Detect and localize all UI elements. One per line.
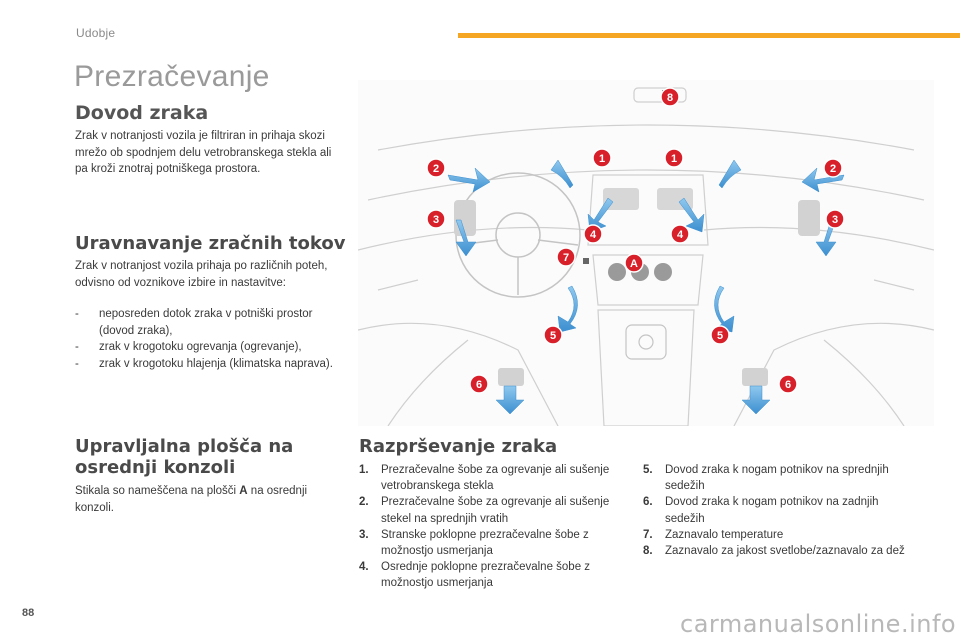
ventilation-diagram bbox=[358, 80, 934, 426]
list-item bbox=[75, 356, 337, 373]
list-item bbox=[643, 527, 905, 543]
temperature-sensor bbox=[583, 258, 589, 264]
watermark: carmanualsonline.info bbox=[680, 610, 957, 638]
badge-5-left bbox=[544, 326, 562, 344]
airflow-heading: Uravnavanje zračnih tokov bbox=[75, 233, 346, 254]
list-item bbox=[359, 527, 611, 559]
airflow-list bbox=[75, 306, 337, 372]
list-number: 2. bbox=[359, 496, 369, 509]
air-intake-heading: Dovod zraka bbox=[75, 102, 209, 124]
list-dash: - bbox=[75, 357, 79, 370]
list-item-text: Stranske poklopne prezračevalne šobe z možnostjo usmerjanja bbox=[381, 528, 589, 558]
list-item-text: Zaznavalo temperature bbox=[665, 528, 784, 541]
list-item bbox=[359, 559, 611, 591]
svg-text:4: 4 bbox=[676, 229, 684, 241]
rear-footwell-vent-right bbox=[742, 368, 768, 386]
control-panel-text-after: na osrednji konzoli. bbox=[75, 485, 308, 514]
svg-text:3: 3 bbox=[432, 214, 440, 226]
svg-text:7: 7 bbox=[562, 252, 570, 264]
list-item-text: Osrednje poklopne prezračevalne šobe z možnostjo usmerjanja bbox=[381, 561, 591, 590]
svg-text:6: 6 bbox=[784, 379, 792, 391]
list-number: 1. bbox=[359, 464, 369, 476]
list-number: 3. bbox=[359, 528, 369, 541]
side-vent-right bbox=[798, 200, 820, 236]
svg-text:3: 3 bbox=[831, 214, 839, 226]
rear-footwell-vent-left bbox=[498, 368, 524, 386]
list-item-text: Prezračevalne šobe za ogrevanje ali sušenje stekel na sprednjih vratih bbox=[381, 496, 610, 525]
svg-text:6: 6 bbox=[475, 379, 483, 391]
list-item bbox=[359, 494, 611, 526]
control-panel-text-before: Stikala so nameščena na plošči bbox=[75, 485, 240, 497]
side-vent-left bbox=[454, 200, 476, 236]
badge-5-right bbox=[711, 326, 729, 344]
list-number: 5. bbox=[643, 464, 653, 476]
svg-text:8: 8 bbox=[666, 92, 674, 104]
svg-text:1: 1 bbox=[670, 153, 678, 165]
list-item bbox=[75, 306, 337, 339]
badge-2-left bbox=[427, 159, 445, 177]
list-dash: - bbox=[75, 341, 79, 353]
page-number: 88 bbox=[22, 607, 35, 619]
badge-4-right bbox=[671, 225, 689, 243]
svg-text:5: 5 bbox=[716, 330, 724, 342]
list-item bbox=[643, 494, 905, 526]
section-label: Udobje bbox=[76, 26, 116, 40]
distribution-list-left bbox=[359, 462, 611, 592]
page-title: Prezračevanje bbox=[74, 60, 270, 93]
svg-text:1: 1 bbox=[598, 153, 606, 165]
list-number: 6. bbox=[643, 496, 653, 509]
list-number: 8. bbox=[643, 545, 653, 558]
svg-text:2: 2 bbox=[432, 163, 440, 175]
badge-2-right bbox=[824, 159, 842, 177]
list-item bbox=[643, 462, 905, 494]
list-number: 4. bbox=[359, 561, 369, 574]
svg-text:A: A bbox=[630, 258, 638, 270]
svg-text:5: 5 bbox=[549, 330, 557, 342]
svg-text:2: 2 bbox=[829, 163, 837, 175]
control-panel-panel-letter: A bbox=[239, 485, 248, 497]
airflow-text: Zrak v notranjost vozila prihaja po različnih poteh, odvisno od voznikove izbire in nastavitve: bbox=[75, 260, 328, 289]
badge-6-left bbox=[470, 375, 488, 393]
badge-6-right bbox=[779, 375, 797, 393]
air-intake-text: Zrak v notranjosti vozila je filtriran in prihaja skozi mrežo ob spodnjem delu vetrobranskega stekla ali pa kroži znotraj potniškega prostora. bbox=[75, 130, 332, 175]
list-item-text: Dovod zraka k nogam potnikov na zadnjih sedežih bbox=[665, 496, 879, 525]
badge-8 bbox=[661, 88, 679, 106]
list-item-text: Prezračevalne šobe za ogrevanje ali sušenje vetrobranskega stekla bbox=[381, 464, 610, 493]
list-item-text: zrak v krogotoku hlajenja (klimatska naprava). bbox=[99, 357, 333, 370]
list-number: 7. bbox=[643, 528, 653, 541]
badge-a bbox=[625, 254, 643, 272]
list-item-text: zrak v krogotoku ogrevanja (ogrevanje), bbox=[99, 341, 302, 353]
list-item bbox=[359, 462, 611, 494]
badge-1-right bbox=[665, 149, 683, 167]
distribution-heading: Razprševanje zraka bbox=[359, 436, 558, 457]
badge-3-left bbox=[427, 210, 445, 228]
header-accent-bar bbox=[458, 33, 960, 38]
badge-7 bbox=[557, 248, 575, 266]
list-item-text: Zaznavalo za jakost svetlobe/zaznavalo za dež bbox=[665, 545, 905, 558]
badge-3-right bbox=[826, 210, 844, 228]
list-item bbox=[75, 339, 337, 356]
list-item bbox=[643, 543, 905, 559]
distribution-list-right bbox=[643, 462, 905, 559]
control-panel-text bbox=[75, 483, 337, 516]
list-dash: - bbox=[75, 308, 79, 320]
list-item-text: neposreden dotok zraka v potniški prostor (dovod zraka), bbox=[99, 308, 313, 337]
badge-1-left bbox=[593, 149, 611, 167]
control-panel-heading: Upravljalna plošča na osrednji konzoli bbox=[75, 436, 294, 478]
list-item-text: Dovod zraka k nogam potnikov na sprednjih sedežih bbox=[665, 464, 889, 493]
svg-text:4: 4 bbox=[589, 229, 597, 241]
badge-4-left bbox=[584, 225, 602, 243]
diagram-background bbox=[358, 80, 934, 426]
